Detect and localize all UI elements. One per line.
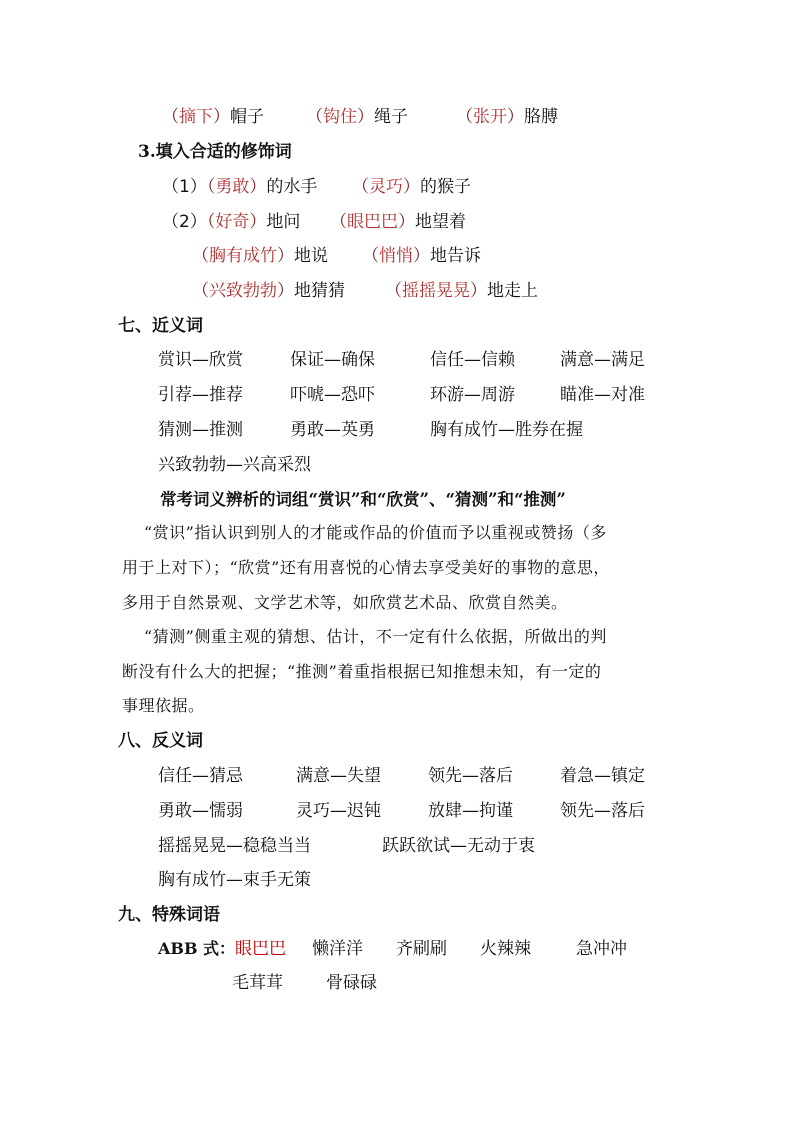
fill-item-2: （钩住）绳子 [306, 107, 408, 127]
antonym-pair: 着急—镇定 [560, 766, 645, 786]
paragraph-line: “猜测”侧重主观的猜想、估计，不一定有什么依据，所做出的判 [144, 627, 607, 646]
abb-word: 懒洋洋 [312, 939, 363, 959]
abb-word: 骨碌碌 [326, 973, 377, 993]
abb-word: 急冲冲 [576, 939, 627, 959]
antonym-pair: 摇摇晃晃—稳稳当当 [158, 836, 311, 856]
paragraph-line: 用于上对下）；“欣赏”还有用喜悦的心情去享受美好的事物的意思， [122, 558, 610, 577]
synonym-pair: 猜测—推测 [158, 420, 243, 440]
antonym-pair: 胸有成竹—束手无策 [158, 870, 311, 890]
sec3-q2b: （眼巴巴）地望着 [330, 212, 466, 232]
synonym-pair: 瞄准—对准 [560, 385, 645, 405]
antonym-pair: 跃跃欲试—无动于衷 [382, 836, 535, 856]
sec3-q3: （胸有成竹）地说 [192, 246, 328, 266]
paragraph-line: 多用于自然景观、文学艺术等，如欣赏艺术品、欣赏自然美。 [122, 593, 568, 612]
synonym-pair: 环游—周游 [430, 385, 515, 405]
section-8-title: 八、反义词 [118, 731, 203, 751]
abb-label: ABB 式： [158, 939, 236, 958]
fill-item-1: （摘下）帽子 [162, 107, 264, 127]
antonym-pair: 放肆—拘谨 [428, 801, 513, 821]
paragraph-line: 断没有什么大的把握；“推测”着重指根据已知推想未知，有一定的 [122, 662, 602, 681]
antonym-pair: 领先—落后 [428, 766, 513, 786]
antonym-pair: 信任—猜忌 [158, 766, 243, 786]
synonym-pair: 胸有成竹—胜券在握 [430, 420, 583, 440]
paragraph-line: “赏识”指认识到别人的才能或作品的价值而予以重视或赞扬（多 [144, 523, 607, 542]
abb-word: 火辣辣 [480, 939, 531, 959]
synonym-pair: 保证—确保 [290, 350, 375, 370]
synonym-pair: 引荐—推荐 [158, 385, 243, 405]
synonym-pair: 兴致勃勃—兴高采烈 [158, 455, 311, 475]
antonym-pair: 灵巧—迟钝 [296, 801, 381, 821]
paragraph-line: 事理依据。 [122, 696, 205, 715]
sec3-q4: （兴致勃勃）地猜猜 [192, 281, 345, 301]
fill-item-3: （张开）胳膊 [456, 107, 558, 127]
antonym-pair: 满意—失望 [296, 766, 381, 786]
synonym-pair: 满意—满足 [560, 350, 645, 370]
sec3-q4b: （摇摇晃晃）地走上 [385, 281, 538, 301]
sec3-q1: （1）（勇敢）的水手 [162, 177, 318, 197]
antonym-pair: 领先—落后 [560, 801, 645, 821]
sec3-q2: （2）（好奇）地问 [162, 212, 301, 232]
synonym-pair: 赏识—欣赏 [158, 350, 243, 370]
synonym-subtitle: 常考词义辨析的词组“赏识”和“欣赏”、“猜测”和“推测” [160, 490, 566, 509]
abb-word: 毛茸茸 [232, 973, 283, 993]
antonym-pair: 勇敢—懦弱 [158, 801, 243, 821]
synonym-pair: 勇敢—英勇 [290, 420, 375, 440]
abb-highlight: 眼巴巴 [235, 939, 287, 959]
sec3-q1b: （灵巧）的猴子 [352, 177, 471, 197]
section-7-title: 七、近义词 [118, 316, 203, 336]
abb-row-1 [158, 937, 286, 961]
synonym-pair: 信任—信赖 [430, 350, 515, 370]
synonym-pair: 吓唬—恐吓 [290, 385, 375, 405]
section-9-title: 九、特殊词语 [118, 905, 220, 925]
section-3-title: 3.填入合适的修饰词 [138, 142, 292, 162]
sec3-q3b: （悄悄）地告诉 [362, 246, 481, 266]
abb-word: 齐刷刷 [396, 939, 447, 959]
